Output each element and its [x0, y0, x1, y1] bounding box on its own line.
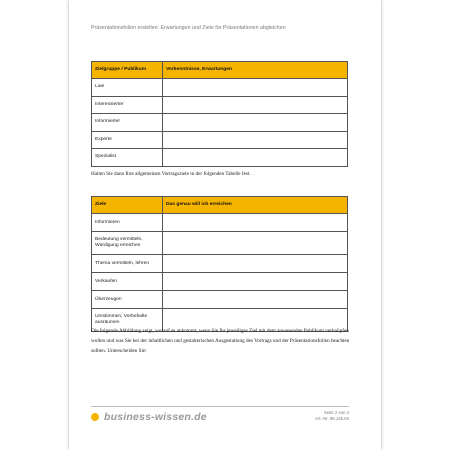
detail-cell: [163, 232, 348, 255]
table-row: [92, 291, 348, 309]
expectation-cell: [163, 149, 348, 167]
expectation-cell: [163, 114, 348, 132]
goal-cell: Verkaufen: [92, 273, 163, 291]
detail-cell: [163, 255, 348, 273]
column-header: Das genau will ich erreichen: [163, 197, 348, 214]
column-header: Vorkenntnisse, Erwartungen: [163, 62, 348, 79]
paragraph-intro: Halten Sie dann Ihre allgemeinen Vortragsziele in der folgenden Tabelle fest.: [91, 171, 251, 177]
goal-cell: Umstimmen, Vorbehalte ausräumen: [92, 309, 163, 332]
article-number: Art.-Nr. 99.145.04: [315, 416, 349, 421]
audience-cell: Experte: [92, 131, 163, 149]
audience-cell: Laie: [92, 79, 163, 97]
brand-name: business-wissen.de: [104, 411, 207, 423]
column-header: Zielgruppe / Publikum: [92, 62, 163, 79]
audience-table: [91, 61, 348, 167]
footer-divider: [91, 406, 349, 407]
table-row: [92, 131, 348, 149]
table-row: [92, 79, 348, 97]
goal-cell: Informieren: [92, 214, 163, 232]
table-row: [92, 273, 348, 291]
goal-cell: Bedeutung vermitteln, Würdigung erreichen: [92, 232, 163, 255]
detail-cell: [163, 291, 348, 309]
audience-cell: Spezialist: [92, 149, 163, 167]
expectation-cell: [163, 96, 348, 114]
goals-table: [91, 196, 348, 332]
page-header: Präsentationsfolien erstellen: Erwartungen und Ziele für Präsentationen abgleichen: [91, 25, 286, 31]
audience-cell: Interessierter: [92, 96, 163, 114]
table-row: [92, 255, 348, 273]
expectation-cell: [163, 131, 348, 149]
page-info: [315, 410, 349, 422]
table-row: [92, 149, 348, 167]
audience-cell: Informierter: [92, 114, 163, 132]
brand-logo: [91, 411, 207, 423]
paragraph-figure-intro: Die folgende Abbildung zeigt, worauf es ankommt, wenn Sie Ihr jeweiliges Ziel mit dem anwesenden Publikum verknüpfen wollen und was Sie bei der inhaltlichen und gestalterischen Ausgestaltung des Vortrags und der Präsentationsfolien beachten sollten. Unterscheiden Sie:: [91, 328, 350, 354]
detail-cell: [163, 214, 348, 232]
table-row: [92, 96, 348, 114]
table-header-row: [92, 197, 348, 214]
page-number: Seite 2 von 4: [323, 410, 349, 415]
goal-cell: Thema vermitteln, lehren: [92, 255, 163, 273]
detail-cell: [163, 273, 348, 291]
table-row: [92, 114, 348, 132]
table-row: [92, 232, 348, 255]
goal-cell: Überzeugen: [92, 291, 163, 309]
expectation-cell: [163, 79, 348, 97]
column-header: Ziele: [92, 197, 163, 214]
table-header-row: [92, 62, 348, 79]
logo-dot-icon: [91, 413, 99, 421]
table-row: [92, 214, 348, 232]
document-page: [69, 0, 381, 450]
